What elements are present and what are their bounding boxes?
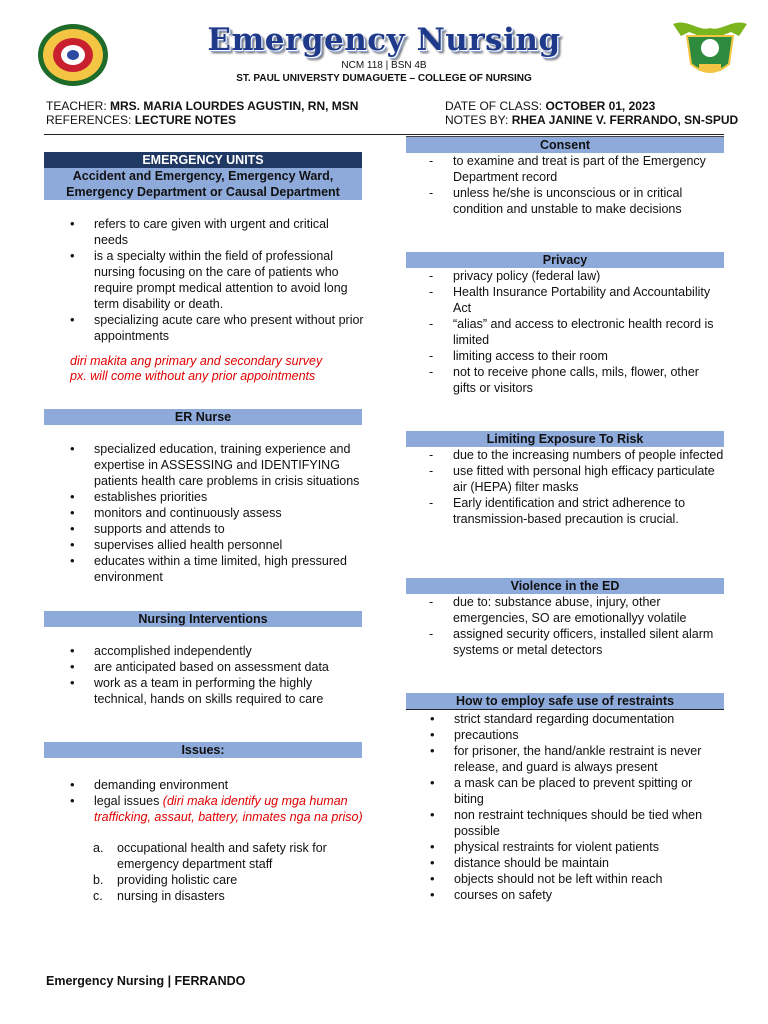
legal-issues-note: (diri maka identify ug mga human trafficking, assaut, battery, inmates nga na priso) xyxy=(94,794,363,824)
list-item: • work as a team in performing the highly technical, hands on skills required to care xyxy=(46,675,366,707)
violence-list xyxy=(406,594,724,658)
restraints-list xyxy=(406,711,724,903)
course-code: NCM 118 | BSN 4B xyxy=(341,60,427,71)
list-item: • supervises allied health personnel xyxy=(46,537,366,553)
page-title: Emergency Nursing xyxy=(207,22,561,58)
list-item: • precautions xyxy=(406,727,724,743)
list-item: - unless he/she is unconscious or in critical condition and unstable to make decisions xyxy=(406,185,724,217)
list-item: - use fitted with personal high efficacy particulate air (HEPA) filter masks xyxy=(406,463,724,495)
list-item: • specialized education, training experience and expertise in ASSESSING and IDENTIFYING patients health care problems in crisis situations xyxy=(46,441,366,489)
list-item: - to examine and treat is part of the Emergency Department record xyxy=(406,153,724,185)
header-divider xyxy=(44,134,724,135)
list-item: • a mask can be placed to prevent spitting or biting xyxy=(406,775,724,807)
er-nurse-list xyxy=(46,441,366,585)
limiting-exposure-heading: Limiting Exposure To Risk xyxy=(406,431,724,447)
list-marker: b. xyxy=(93,873,104,887)
list-item: • monitors and continuously assess xyxy=(46,505,366,521)
list-item: - privacy policy (federal law) xyxy=(406,268,724,284)
list-item xyxy=(46,888,366,904)
list-marker: a. xyxy=(93,841,104,855)
issues-list xyxy=(46,777,366,825)
issues-heading: Issues: xyxy=(44,742,362,758)
teacher-label: TEACHER: xyxy=(46,99,111,113)
list-item: • non restraint techniques should be tied when possible xyxy=(406,807,724,839)
nursing-interventions-list xyxy=(46,643,366,707)
list-item: - Early identification and strict adherence to transmission-based precaution is crucial. xyxy=(406,495,724,527)
privacy-heading: Privacy xyxy=(406,252,724,268)
school-name: ST. PAUL UNIVERSTY DUMAGUETE – COLLEGE OF NURSING xyxy=(236,73,532,84)
references-label: REFERENCES: xyxy=(46,113,135,127)
list-item: • strict standard regarding documentation xyxy=(406,711,724,727)
page-footer: Emergency Nursing | FERRANDO xyxy=(46,974,246,988)
list-item: • is a specialty within the field of professional nursing focusing on the care of patients who require prompt medical attention to avoid long term disability or death. xyxy=(46,248,366,312)
list-item: • educates within a time limited, high pressured environment xyxy=(46,553,366,585)
references-line xyxy=(46,113,236,127)
teacher-line xyxy=(46,99,358,113)
list-item: • distance should be maintain xyxy=(406,855,724,871)
notes-by-value: RHEA JANINE V. FERRANDO, SN-SPUD xyxy=(511,113,739,127)
emergency-units-list xyxy=(46,216,366,344)
notes-by-label: NOTES BY: xyxy=(445,113,512,127)
list-item: • for prisoner, the hand/ankle restraint is never release, and guard is always present xyxy=(406,743,724,775)
legal-issues-text: legal issues xyxy=(94,794,163,808)
date-value: OCTOBER 01, 2023 xyxy=(545,99,656,113)
list-item: • refers to care given with urgent and critical needs xyxy=(46,216,366,248)
list-item: - limiting access to their room xyxy=(406,348,724,364)
teacher-name: MRS. MARIA LOURDES AGUSTIN, RN, MSN xyxy=(110,99,359,113)
list-item: • courses on safety xyxy=(406,887,724,903)
list-item: • specializing acute care who present without prior appointments xyxy=(46,312,366,344)
list-item xyxy=(46,872,366,888)
list-item: • demanding environment xyxy=(46,777,366,793)
list-item-text: providing holistic care xyxy=(117,873,238,887)
list-marker: c. xyxy=(93,889,103,903)
list-item: • objects should not be left within reach xyxy=(406,871,724,887)
violence-heading: Violence in the ED xyxy=(406,578,724,594)
list-item-text: occupational health and safety risk for emergency department staff xyxy=(117,841,327,871)
issues-sublist xyxy=(46,840,366,904)
list-item: • establishes priorities xyxy=(46,489,366,505)
emergency-units-note-1: diri makita ang primary and secondary survey xyxy=(70,354,323,368)
list-item: - due to: substance abuse, injury, other emergencies, SO are emotionallyy volatile xyxy=(406,594,724,626)
list-item: • are anticipated based on assessment data xyxy=(46,659,366,675)
date-line xyxy=(445,99,655,113)
references-value: LECTURE NOTES xyxy=(134,113,237,127)
list-item: • supports and attends to xyxy=(46,521,366,537)
list-item: • accomplished independently xyxy=(46,643,366,659)
list-item: - “alias” and access to electronic health record is limited xyxy=(406,316,724,348)
emergency-units-note-2: px. will come without any prior appointments xyxy=(70,369,316,383)
list-item: - due to the increasing numbers of people infected xyxy=(406,447,724,463)
privacy-list xyxy=(406,268,724,396)
nursing-interventions-heading: Nursing Interventions xyxy=(44,611,362,627)
list-item: - Health Insurance Portability and Accountability Act xyxy=(406,284,724,316)
list-item-text: nursing in disasters xyxy=(117,889,225,903)
er-nurse-heading: ER Nurse xyxy=(44,409,362,425)
date-label: DATE OF CLASS: xyxy=(445,99,546,113)
list-item: - not to receive phone calls, mils, flower, other gifts or visitors xyxy=(406,364,724,396)
consent-heading: Consent xyxy=(406,137,724,153)
notes-by-line xyxy=(445,113,738,127)
limiting-exposure-list xyxy=(406,447,724,527)
list-item xyxy=(46,840,366,872)
restraints-heading: How to employ safe use of restraints xyxy=(406,693,724,710)
consent-list xyxy=(406,153,724,217)
emergency-units-subtitle: Accident and Emergency, Emergency Ward, Emergency Department or Causal Department xyxy=(44,168,362,200)
list-item: • physical restraints for violent patients xyxy=(406,839,724,855)
list-item: - assigned security officers, installed silent alarm systems or metal detectors xyxy=(406,626,724,658)
list-item xyxy=(46,793,366,825)
emergency-units-heading: EMERGENCY UNITS xyxy=(44,152,362,168)
